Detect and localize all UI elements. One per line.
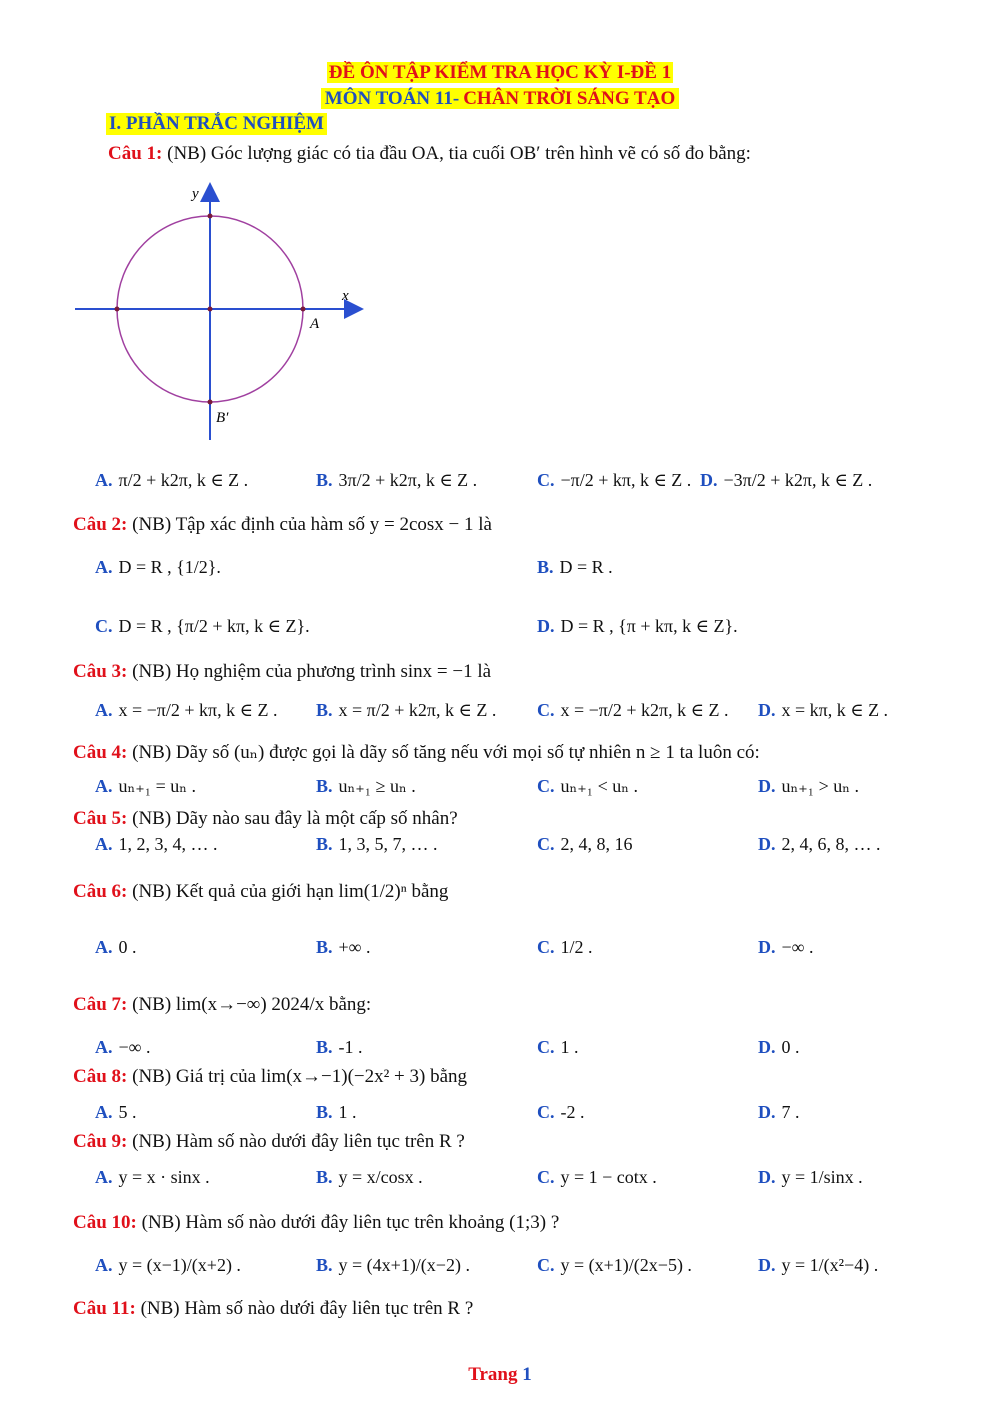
point-b-label: B′ (216, 410, 229, 426)
q3-option-c[interactable]: C. x = −π/2 + k2π, k ∈ Z . (537, 700, 729, 720)
y-axis-label: y (192, 186, 199, 202)
q8-option-b[interactable]: B. 1 . (316, 1102, 357, 1122)
q2-option-a[interactable]: A. D = R , {1/2}. (95, 557, 221, 577)
q4-option-a[interactable]: A. uₙ₊₁ = uₙ . (95, 776, 197, 796)
q10-option-c[interactable]: C. y = (x+1)/(2x−5) . (537, 1255, 692, 1275)
point-b-prime (208, 400, 213, 405)
point-a (301, 307, 306, 312)
q2-option-c[interactable]: C. D = R , {π/2 + kπ, k ∈ Z}. (95, 616, 310, 636)
page-number: 1 (522, 1364, 532, 1385)
q4-option-c[interactable]: C. uₙ₊₁ < uₙ . (537, 776, 639, 796)
page-footer: Trang 1 (468, 1364, 532, 1385)
q10-option-a[interactable]: A. y = (x−1)/(x+2) . (95, 1255, 241, 1275)
question-11: Câu 11: (NB) Hàm số nào dưới đây liên tục trên R ? (73, 1298, 474, 1319)
q10-option-b[interactable]: B. y = (4x+1)/(x−2) . (316, 1255, 470, 1275)
q3-option-a[interactable]: A. x = −π/2 + kπ, k ∈ Z . (95, 700, 278, 720)
point-a-label: A (310, 316, 320, 332)
q4-option-b[interactable]: B. uₙ₊₁ ≥ uₙ . (316, 776, 416, 796)
q7-option-c[interactable]: C. 1 . (537, 1037, 579, 1057)
q10-option-d[interactable]: D. y = 1/(x²−4) . (758, 1255, 879, 1275)
question-1: Câu 1: (NB) Góc lượng giác có tia đầu OA, tia cuối OB′ trên hình vẽ có số đo bằng: (108, 143, 751, 164)
q4-option-d[interactable]: D. uₙ₊₁ > uₙ . (758, 776, 860, 796)
q5-option-c[interactable]: C. 2, 4, 8, 16 (537, 834, 633, 854)
q9-option-b[interactable]: B. y = x/cosx . (316, 1167, 423, 1187)
q1-option-d[interactable]: D. −3π/2 + k2π, k ∈ Z . (700, 470, 873, 490)
q6-option-d[interactable]: D. −∞ . (758, 937, 814, 957)
q5-option-b[interactable]: B. 1, 3, 5, 7, … . (316, 834, 438, 854)
x-axis-label: x (342, 288, 349, 304)
q1-option-b[interactable]: B. 3π/2 + k2π, k ∈ Z . (316, 470, 478, 490)
q8-option-a[interactable]: A. 5 . (95, 1102, 137, 1122)
document-title: ĐỀ ÔN TẬP KIỂM TRA HỌC KỲ I-ĐỀ 1 (328, 62, 672, 83)
question-9: Câu 9: (NB) Hàm số nào dưới đây liên tục trên R ? (73, 1131, 465, 1152)
question-7: Câu 7: (NB) lim(x→−∞) 2024/x bằng: (73, 994, 372, 1015)
q2-option-d[interactable]: D. D = R , {π + kπ, k ∈ Z}. (537, 616, 738, 636)
question-8: Câu 8: (NB) Giá trị của lim(x→−1)(−2x² + 3) bằng (73, 1066, 468, 1087)
q9-option-c[interactable]: C. y = 1 − cotx . (537, 1167, 657, 1187)
q6-option-c[interactable]: C. 1/2 . (537, 937, 593, 957)
question-3: Câu 3: (NB) Họ nghiệm của phương trình sinx = −1 là (73, 661, 492, 682)
question-2: Câu 2: (NB) Tập xác định của hàm số y = 2cosx − 1 là (73, 514, 492, 535)
q6-option-b[interactable]: B. +∞ . (316, 937, 371, 957)
point-top (208, 214, 213, 219)
q9-option-a[interactable]: A. y = x · sinx . (95, 1167, 210, 1187)
question-4: Câu 4: (NB) Dãy số (uₙ) được gọi là dãy số tăng nếu với mọi số tự nhiên n ≥ 1 ta luôn có: (73, 742, 760, 763)
q6-option-a[interactable]: A. 0 . (95, 937, 137, 957)
q1-option-a[interactable]: A. π/2 + k2π, k ∈ Z . (95, 470, 249, 490)
q7-option-d[interactable]: D. 0 . (758, 1037, 800, 1057)
q7-option-b[interactable]: B. -1 . (316, 1037, 363, 1057)
point-left (115, 307, 120, 312)
q5-option-d[interactable]: D. 2, 4, 6, 8, … . (758, 834, 881, 854)
question-5: Câu 5: (NB) Dãy nào sau đây là một cấp số nhân? (73, 808, 458, 829)
q7-option-a[interactable]: A. −∞ . (95, 1037, 151, 1057)
q1-option-c[interactable]: C. −π/2 + kπ, k ∈ Z . (537, 470, 692, 490)
question-6: Câu 6: (NB) Kết quả của giới hạn lim(1/2)ⁿ bằng (73, 881, 449, 902)
q2-option-b[interactable]: B. D = R . (537, 557, 613, 577)
origin-point (208, 307, 213, 312)
section-heading: I. PHẦN TRẮC NGHIỆM (106, 113, 327, 135)
question-10: Câu 10: (NB) Hàm số nào dưới đây liên tục trên khoảng (1;3) ? (73, 1212, 560, 1233)
q8-option-d[interactable]: D. 7 . (758, 1102, 800, 1122)
document-subtitle: MÔN TOÁN 11- CHÂN TRỜI SÁNG TẠO (0, 88, 1000, 110)
q8-option-c[interactable]: C. -2 . (537, 1102, 585, 1122)
q3-option-d[interactable]: D. x = kπ, k ∈ Z . (758, 700, 889, 720)
q9-option-d[interactable]: D. y = 1/sinx . (758, 1167, 863, 1187)
q5-option-a[interactable]: A. 1, 2, 3, 4, … . (95, 834, 218, 854)
unit-circle-figure (70, 178, 370, 448)
q3-option-b[interactable]: B. x = π/2 + k2π, k ∈ Z . (316, 700, 497, 720)
